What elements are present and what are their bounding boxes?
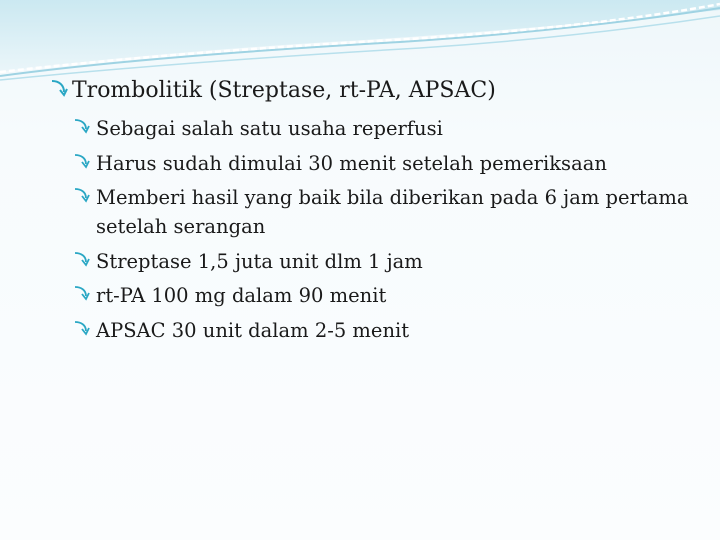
bullet-text: Harus sudah dimulai 30 menit setelah pemeriksaan xyxy=(96,151,607,175)
bullet-text: rt-PA 100 mg dalam 90 menit xyxy=(96,284,387,307)
bullet-text: APSAC 30 unit dalam 2-5 menit xyxy=(96,318,410,342)
bullet-text: Sebagai salah satu usaha reperfusi xyxy=(96,117,443,140)
curved-arrow-bullet-icon xyxy=(73,183,91,207)
bullet-item-level2 xyxy=(73,247,690,276)
bullet-item-level2 xyxy=(73,183,690,241)
bullet-item-level2 xyxy=(73,281,690,310)
bullet-text: Trombolitik (Streptase, rt-PA, APSAC) xyxy=(72,78,496,103)
curved-arrow-bullet-icon xyxy=(73,149,91,173)
bullet-text: Streptase 1,5 juta unit dlm 1 jam xyxy=(96,249,423,273)
bullet-item-level2 xyxy=(73,316,690,345)
curved-arrow-bullet-icon xyxy=(73,114,91,138)
curved-arrow-bullet-icon xyxy=(50,75,68,101)
bullet-item-level1 xyxy=(50,74,690,108)
curved-arrow-bullet-icon xyxy=(73,316,91,340)
bullet-text: Memberi hasil yang baik bila diberikan pada 6 jam pertama setelah serangan xyxy=(96,186,689,238)
bullet-item-level2 xyxy=(73,149,690,178)
bullet-item-level2 xyxy=(73,114,690,143)
slide-content xyxy=(50,74,690,345)
curved-arrow-bullet-icon xyxy=(73,281,91,305)
curved-arrow-bullet-icon xyxy=(73,247,91,271)
